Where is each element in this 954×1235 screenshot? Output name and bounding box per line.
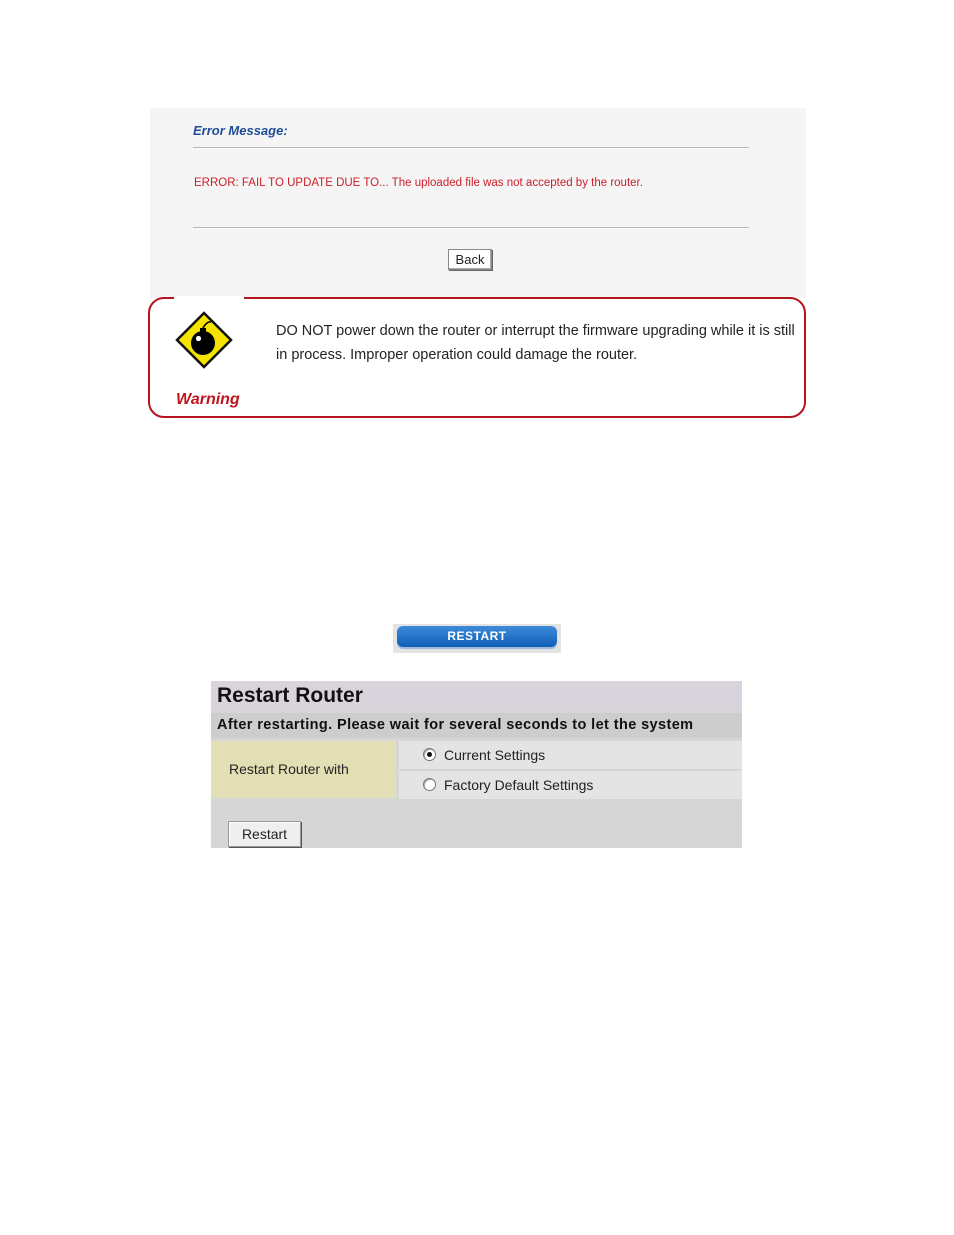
back-button[interactable]: Back	[448, 249, 492, 270]
warning-text: DO NOT power down the router or interrupt the firmware upgrading while it is still in process. Improper operation could damage the router.	[276, 323, 795, 363]
divider	[193, 147, 749, 149]
restart-router-header	[211, 681, 742, 711]
restart-description: After restarting. Please wait for several seconds to let the system	[217, 717, 694, 733]
current-settings-label[interactable]: Current Settings	[444, 747, 546, 763]
page-title: Restart Router	[217, 684, 363, 707]
restart-with-label: Restart Router with	[229, 761, 349, 777]
factory-default-label[interactable]: Factory Default Settings	[444, 777, 594, 793]
error-message-panel	[150, 108, 806, 298]
factory-default-radio[interactable]	[423, 778, 436, 791]
error-message-title: Error Message:	[193, 123, 288, 138]
option-current-settings[interactable]	[399, 741, 742, 769]
restart-nav-button[interactable]: RESTART	[397, 626, 557, 647]
bomb-warning-icon	[175, 311, 233, 369]
current-settings-radio[interactable]	[423, 748, 436, 761]
divider	[193, 227, 749, 229]
restart-nav-container	[393, 624, 561, 653]
option-factory-default-settings[interactable]	[399, 771, 742, 799]
warning-box	[148, 297, 806, 418]
error-message-text: ERROR: FAIL TO UPDATE DUE TO... The uploaded file was not accepted by the router.	[194, 177, 643, 189]
restart-router-panel	[211, 681, 742, 848]
warning-label: Warning	[176, 391, 240, 408]
restart-description-bar	[211, 713, 742, 738]
restart-button[interactable]: Restart	[228, 821, 301, 847]
restart-with-label-cell	[211, 741, 396, 798]
